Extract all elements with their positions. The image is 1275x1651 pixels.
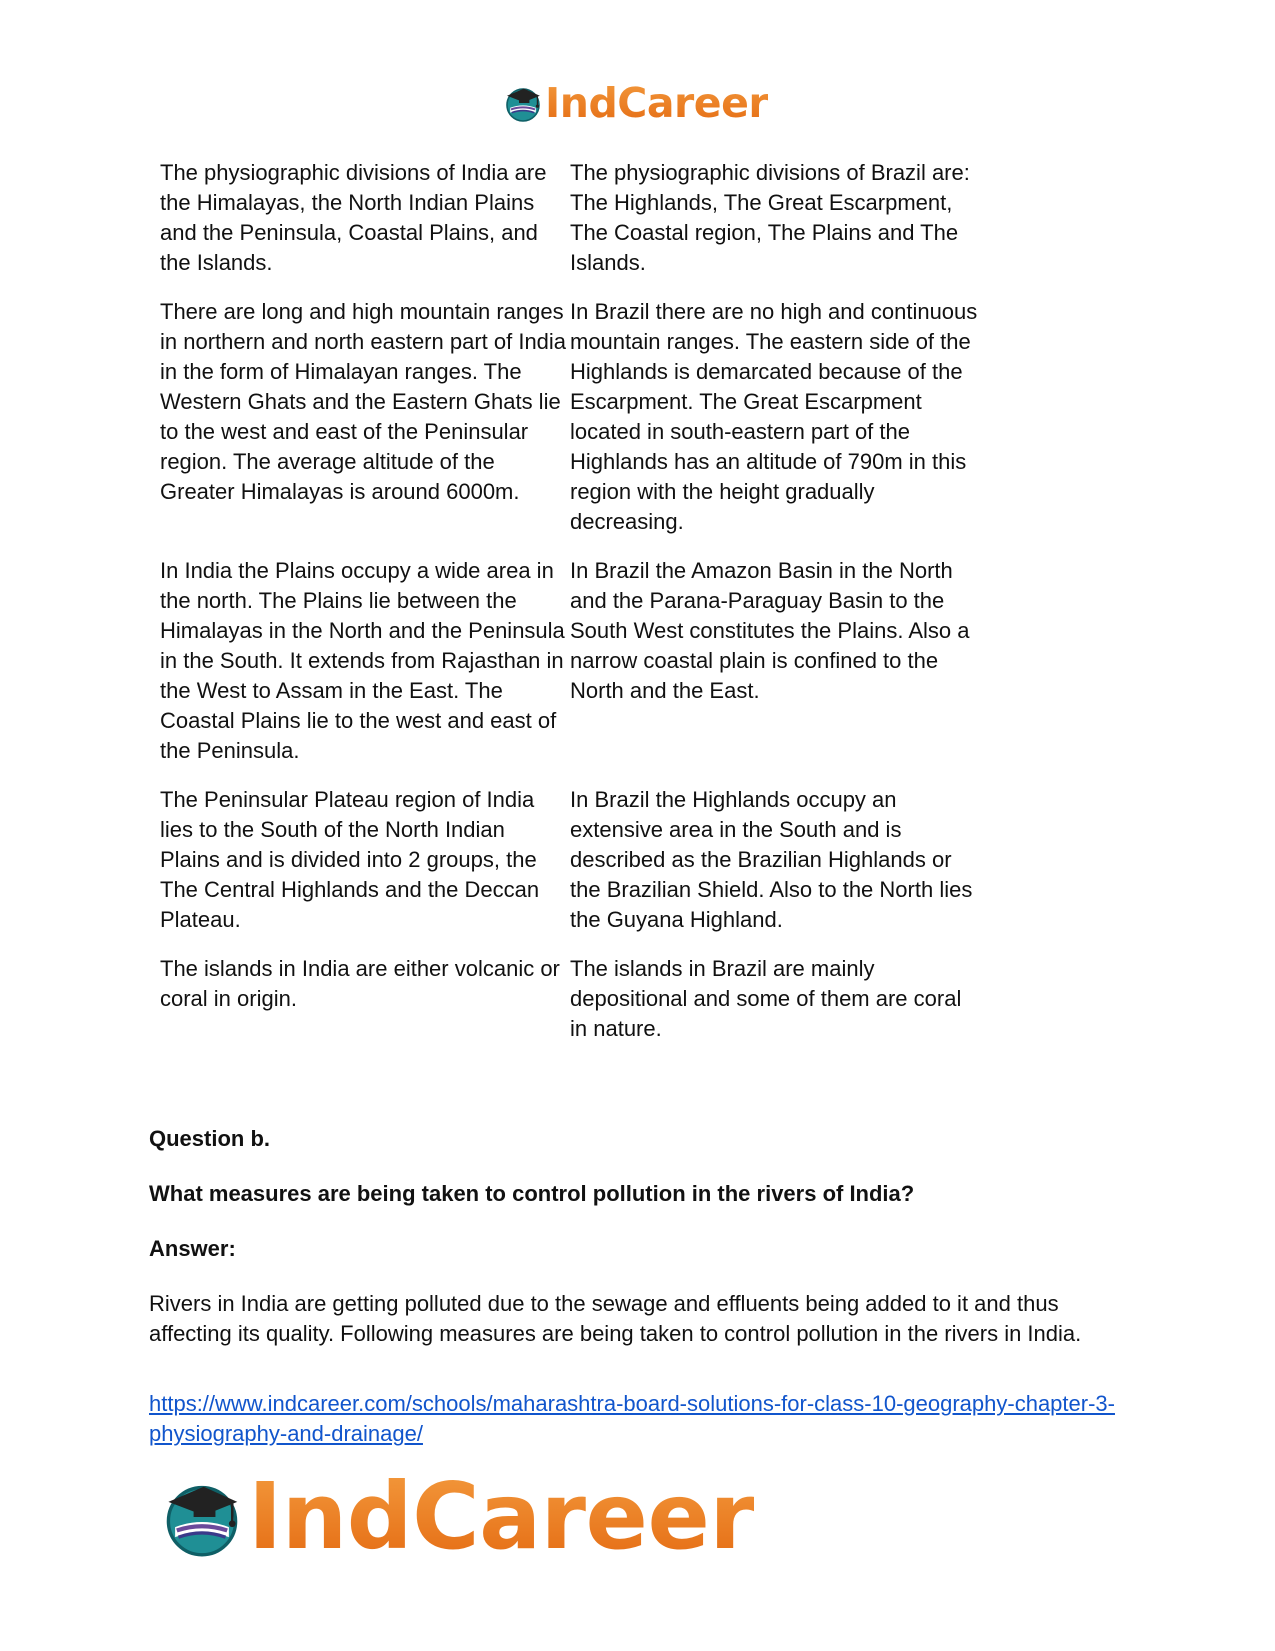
question-label: Question b.: [149, 1126, 270, 1151]
table-row: [160, 785, 990, 935]
india-cell: There are long and high mountain ranges in northern and north eastern part of India in the form of Himalayan ranges. The Western Ghats and the Eastern Ghats lie to the west and east of the Peninsular region. The average altitude of the Greater Himalayas is around 6000m.: [160, 299, 567, 504]
answer-label: Answer:: [149, 1236, 236, 1261]
logo-wordmark: IndCareer: [248, 1463, 755, 1570]
brazil-cell: In Brazil the Amazon Basin in the North and the Parana-Paraguay Basin to the South West constitutes the Plains. Also a narrow coastal plain is confined to the North and the East.: [570, 558, 970, 703]
source-link[interactable]: https://www.indcareer.com/schools/maharashtra-board-solutions-for-class-10-geography-chapter-3-physiography-and-drainage/: [149, 1391, 1115, 1446]
india-cell: The physiographic divisions of India are the Himalayas, the North Indian Plains and the Peninsula, Coastal Plains, and the Islands.: [160, 160, 547, 275]
graduation-cap-globe-books-icon: [160, 1475, 244, 1559]
table-row: [160, 158, 990, 278]
question-text: What measures are being taken to control pollution in the rivers of India?: [149, 1181, 915, 1206]
brazil-cell: The islands in Brazil are mainly depositional and some of them are coral in nature.: [570, 956, 962, 1041]
india-cell: In India the Plains occupy a wide area in the north. The Plains lie between the Himalayas in the North and the Peninsula in the South. It extends from Rajasthan in the West to Assam in the East. The Coastal Plains lie to the west and east of the Peninsula.: [160, 558, 565, 763]
answer-text: Rivers in India are getting polluted due to the sewage and effluents being added to it and thus affecting its quality. Following measures are being taken to control pollution in the rivers in India.: [149, 1291, 1082, 1346]
graduation-cap-globe-books-icon: [503, 83, 543, 123]
logo-wordmark: IndCareer: [545, 79, 769, 127]
brazil-cell: In Brazil there are no high and continuous mountain ranges. The eastern side of the Highlands is demarcated because of the Escarpment. The Great Escarpment located in south-eastern part of the Highlands has an altitude of 790m in this region with the height gradually decreasing.: [570, 299, 978, 534]
table-row: [160, 954, 990, 1044]
india-cell: The Peninsular Plateau region of India lies to the South of the North Indian Plains and is divided into 2 groups, the The Central Highlands and the Deccan Plateau.: [160, 787, 540, 932]
india-cell: The islands in India are either volcanic or coral in origin.: [160, 956, 560, 1011]
question-answer-section: [149, 1124, 1129, 1449]
comparison-table: [160, 158, 990, 1063]
brazil-cell: The physiographic divisions of Brazil are: The Highlands, The Great Escarpment, The Coastal region, The Plains and The Islands.: [570, 160, 970, 275]
header-logo: [503, 78, 768, 128]
brazil-cell: In Brazil the Highlands occupy an extensive area in the South and is described as the Brazilian Highlands or the Brazilian Shield. Also to the North lies the Guyana Highland.: [570, 787, 973, 932]
table-row: [160, 297, 990, 537]
table-row: [160, 556, 990, 766]
footer-logo: [160, 1465, 754, 1569]
